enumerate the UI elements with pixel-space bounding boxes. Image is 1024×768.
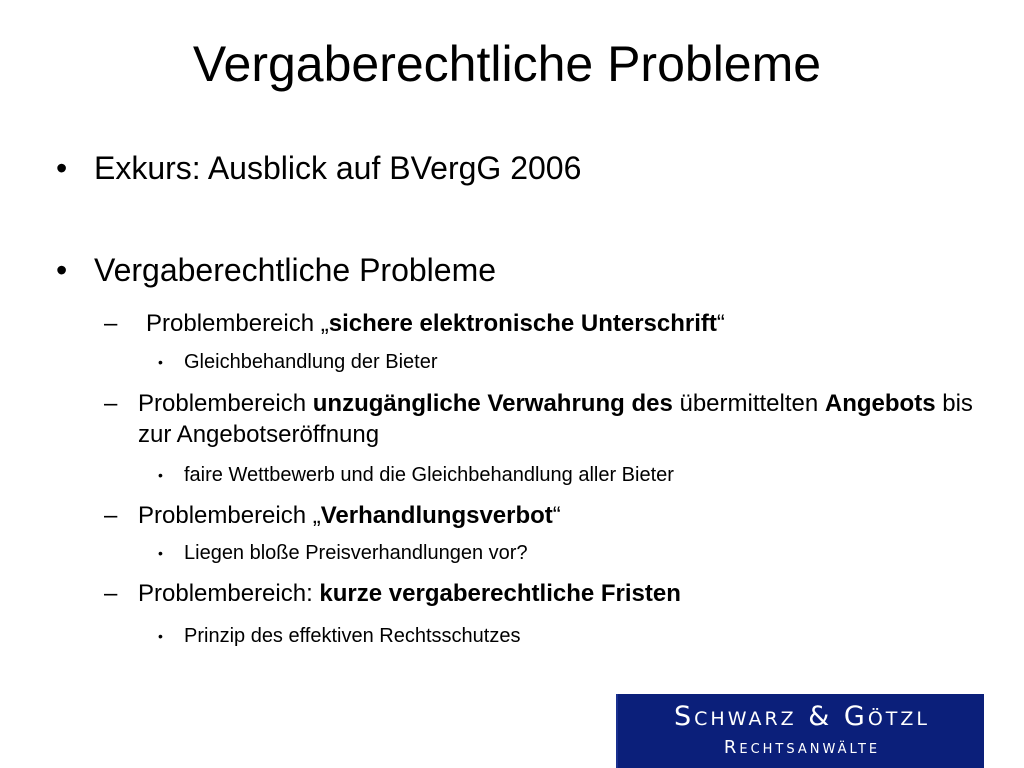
subitem-text-bold: unzugängliche Verwahrung des [312,390,673,417]
subitem-text-prefix: Problembereich [138,390,313,417]
bullet-marker: • [56,252,68,288]
subitem-text-bold-2: Angebots [824,390,936,417]
bullet-text: Vergaberechtliche Probleme [94,252,497,288]
subitem-text [138,388,984,450]
detail-text: Gleichbehandlung der Bieter [184,351,438,373]
detail-text: Liegen bloße Preisverhandlungen vor? [184,542,528,564]
firm-logo [616,694,984,768]
small-bullet-marker: • [158,545,163,561]
logo-firm-name: Schwarz & Götzl [674,701,930,732]
logo-subtitle: Rechtsanwälte [723,737,881,758]
bullet-marker: • [56,150,68,186]
subitem-unterschrift [104,308,984,339]
slide-title: Vergaberechtliche Probleme [192,36,822,92]
subitem-text-bold: sichere elektronische Unterschrift [328,310,717,337]
bullet-text: Exkurs: Ausblick auf BVergG 2006 [94,150,582,186]
subitem-text [138,500,984,531]
subitem-text-prefix: Problembereich „ [138,502,321,529]
detail-text: faire Wettbewerb und die Gleichbehandlung aller Bieter [184,464,674,486]
subitem-text-suffix: “ [552,502,561,529]
subitem-text-suffix: “ [716,310,725,337]
subitem-verwahrung [104,388,984,450]
subitem-text [146,308,984,339]
subitem-text-middle: übermittelten [672,390,825,417]
small-bullet-marker: • [158,467,163,483]
subitem-text [138,578,984,609]
dash-marker: – [104,502,118,529]
subitem-text-prefix: Problembereich: [138,580,320,607]
dash-marker: – [104,390,118,417]
small-bullet-marker: • [158,628,163,644]
subitem-text-bold: kurze vergaberechtliche Fristen [319,580,681,607]
subitem-fristen [104,578,984,609]
subitem-verhandlungsverbot [104,500,984,531]
subitem-text-prefix: Problembereich „ [146,310,329,337]
subitem-text-suffix: bis zur Angebotseröffnung [138,390,973,448]
dash-marker: – [104,580,118,607]
detail-text: Prinzip des effektiven Rechtsschutzes [184,625,521,647]
small-bullet-marker: • [158,354,163,370]
dash-marker: – [104,310,118,337]
subitem-text-bold: Verhandlungsverbot [320,502,553,529]
